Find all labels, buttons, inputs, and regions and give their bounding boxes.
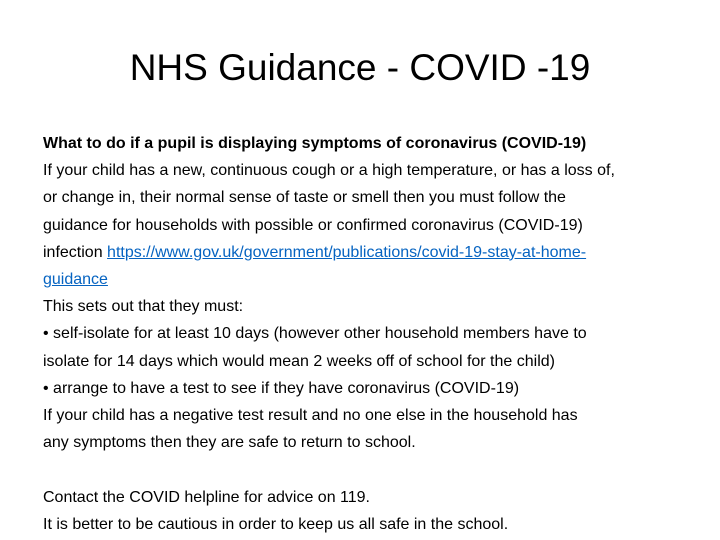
infection-line xyxy=(43,239,683,266)
negative-result-line-1: If your child has a negative test result and no one else in the household has xyxy=(43,407,578,425)
must-intro: This sets out that they must: xyxy=(43,298,244,316)
section-heading: What to do if a pupil is displaying symptoms of coronavirus (COVID-19) xyxy=(43,135,587,152)
bullet-self-isolate-line-1: • self-isolate for at least 10 days (however other household members have to xyxy=(43,325,587,343)
negative-result-line-2: any symptoms then they are safe to return to school. xyxy=(43,434,416,452)
helpline-text: Contact the COVID helpline for advice on 119. xyxy=(43,488,370,506)
symptoms-line-1: If your child has a new, continuous cough or a high temperature, or has a loss of, xyxy=(43,162,615,180)
bullet-arrange-test: • arrange to have a test to see if they have coronavirus (COVID-19) xyxy=(43,379,520,397)
gov-guidance-link[interactable]: https://www.gov.uk/government/publications/covid-19-stay-at-home- xyxy=(107,243,587,261)
guidance-body xyxy=(43,130,683,538)
page-title: NHS Guidance - COVID -19 xyxy=(129,47,591,88)
link-continuation-line xyxy=(43,266,683,293)
bullet-self-isolate-line-2: isolate for 14 days which would mean 2 weeks off of school for the child) xyxy=(43,352,555,370)
symptoms-line-3: guidance for households with possible or confirmed coronavirus (COVID-19) xyxy=(43,216,583,234)
symptoms-line-2: or change in, their normal sense of taste or smell then you must follow the xyxy=(43,189,566,207)
gov-guidance-link-continued[interactable]: guidance xyxy=(43,271,108,289)
infection-text: infection xyxy=(43,243,108,261)
cautious-text: It is better to be cautious in order to keep us all safe in the school. xyxy=(43,515,509,533)
paragraph-spacer xyxy=(43,456,683,483)
